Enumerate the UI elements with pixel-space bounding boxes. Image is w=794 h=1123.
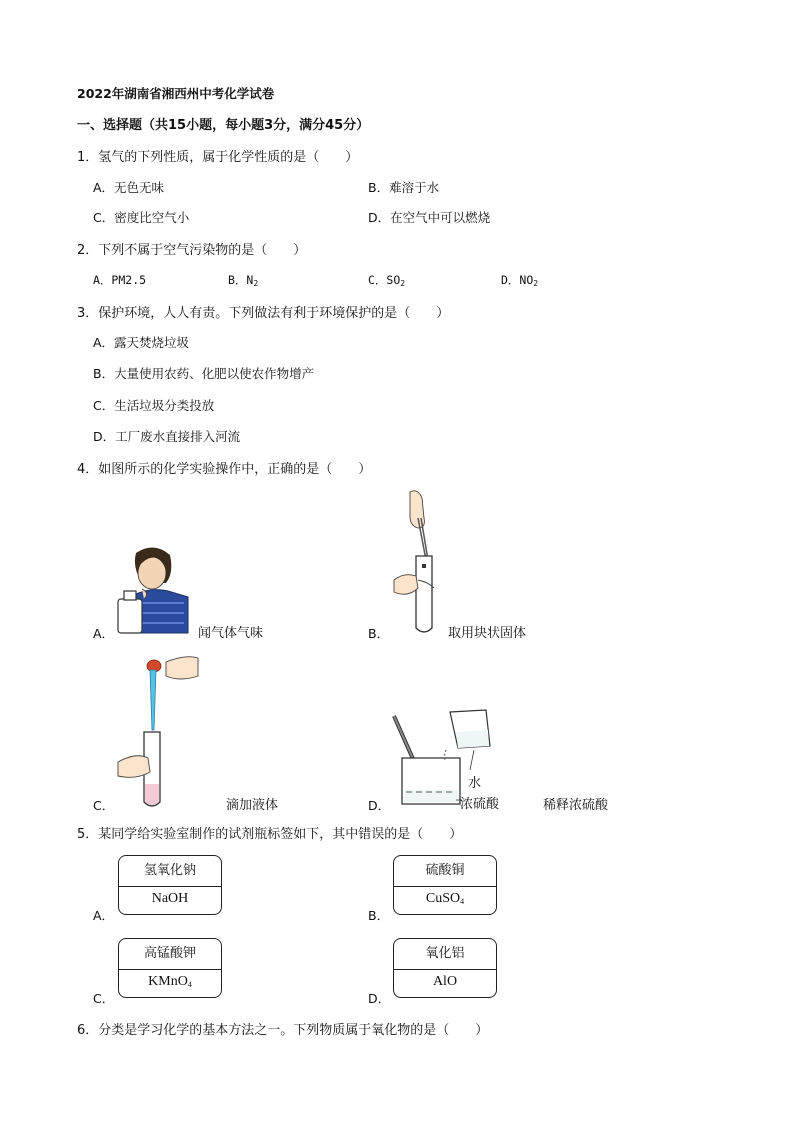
q4-option-a-letter: A．: [93, 626, 115, 641]
section-heading: 一、选择题（共15小题，每小题3分，满分45分）: [77, 118, 370, 133]
reagent-name: 氧化铝: [394, 939, 496, 970]
question-5-stem: 5．某同学给实验室制作的试剂瓶标签如下，其中错误的是（ ）: [77, 827, 463, 842]
q2-option-b: B．$N_2$: [228, 273, 259, 288]
q4-option-d-caption: 稀释浓硫酸: [543, 798, 609, 813]
reagent-name: 氢氧化钠: [119, 856, 221, 887]
reagent-formula: AlO: [432, 974, 458, 989]
q4-option-c-caption: 滴加液体: [226, 798, 279, 813]
question-3-stem: 3．保护环境，人人有责。下列做法有利于环境保护的是（ ）: [77, 306, 450, 321]
q2-option-a: A．PM2.5: [93, 273, 147, 287]
q3-option-b: B．大量使用农药、化肥以使农作物增产: [93, 366, 315, 381]
q1-option-b: B．难溶于水: [368, 180, 440, 195]
q4-option-a-caption: 闻气体气味: [198, 626, 264, 641]
reagent-formula: NaOH: [151, 891, 189, 906]
q3-option-a: A．露天焚烧垃圾: [93, 335, 190, 350]
q5-option-a-letter: A．: [93, 908, 115, 923]
solid-in-test-tube-illustration: [388, 488, 448, 636]
page-title: 2022年湖南省湘西州中考化学试卷: [77, 86, 275, 101]
q2-option-d: D．$NO_2$: [501, 273, 539, 288]
question-4-stem: 4．如图所示的化学实验操作中，正确的是（ ）: [77, 462, 372, 477]
q5-option-b-letter: B．: [368, 908, 390, 923]
q4-d-water-label: 水: [468, 776, 482, 791]
q5-option-c-letter: C．: [93, 991, 115, 1006]
question-6-stem: 6．分类是学习化学的基本方法之一。下列物质属于氧化物的是（ ）: [77, 1023, 489, 1038]
q3-option-d: D．工厂废水直接排入河流: [93, 429, 241, 444]
q3-option-c: C．生活垃圾分类投放: [93, 398, 215, 413]
q1-option-c: C．密度比空气小: [93, 210, 190, 225]
q4-option-c-letter: C．: [93, 798, 115, 813]
reagent-formula: KMnO$_4$: [148, 974, 192, 989]
reagent-name: 硫酸铜: [394, 856, 496, 887]
reagent-label-b: [393, 855, 497, 915]
q4-option-d-letter: D．: [368, 798, 391, 813]
q2-option-c: C．$SO_2$: [368, 273, 406, 288]
reagent-name: 高锰酸钾: [119, 939, 221, 970]
q4-d-acid-label: 浓硫酸: [460, 797, 500, 812]
question-2-stem: 2．下列不属于空气污染物的是（ ）: [77, 243, 307, 258]
reagent-label-c: [118, 938, 222, 998]
adding-liquid-illustration: [116, 652, 202, 810]
reagent-label-a: [118, 855, 222, 915]
smelling-gas-illustration: [114, 543, 192, 635]
q4-option-b-caption: 取用块状固体: [448, 626, 527, 641]
q1-option-a: A．无色无味: [93, 180, 165, 195]
reagent-label-d: [393, 938, 497, 998]
q4-option-b-letter: B．: [368, 626, 390, 641]
question-1-stem: 1．氢气的下列性质，属于化学性质的是（ ）: [77, 150, 359, 165]
q5-option-d-letter: D．: [368, 991, 391, 1006]
q1-option-d: D．在空气中可以燃烧: [368, 210, 491, 225]
reagent-formula: CuSO$_4$: [425, 891, 465, 906]
